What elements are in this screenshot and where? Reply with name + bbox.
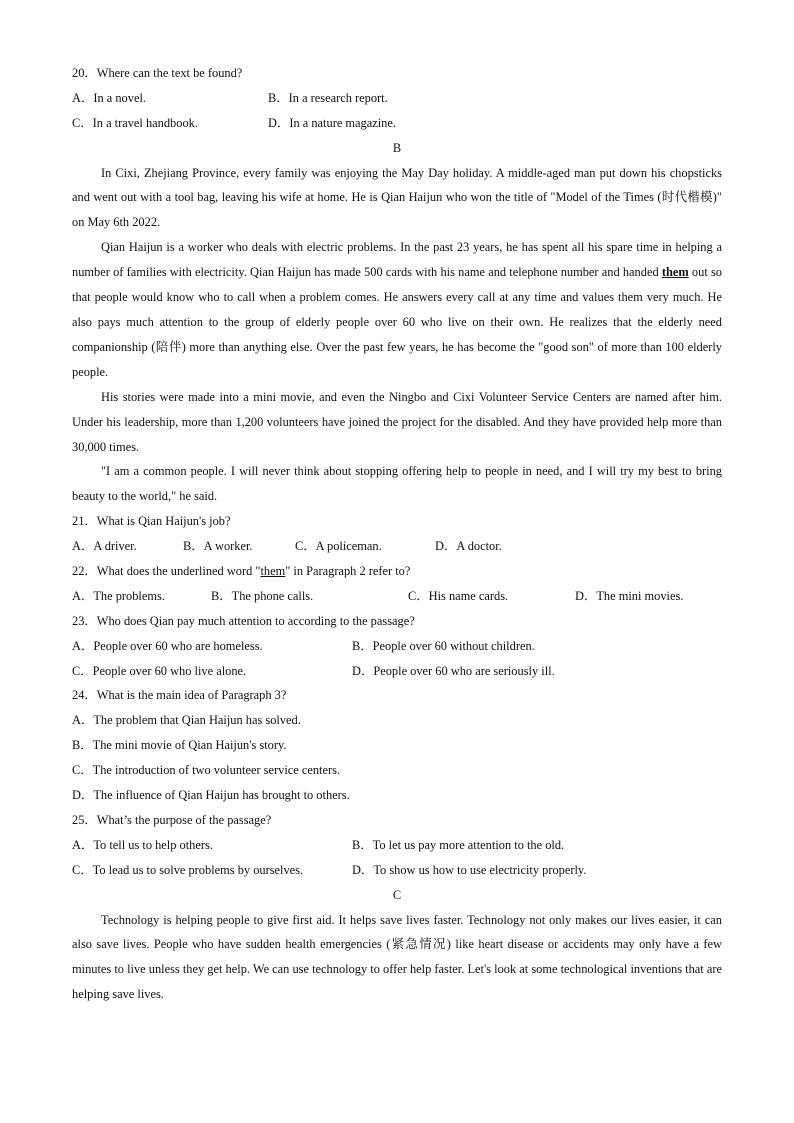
question-20-option-d[interactable]: D．In a nature magazine.	[268, 115, 396, 130]
question-25-option-c[interactable]: C．To lead us to solve problems by ourselves.	[72, 862, 304, 877]
question-25-options-row-1	[72, 833, 722, 858]
section-b-heading: B	[392, 140, 402, 155]
question-24-option-b[interactable]: B．The mini movie of Qian Haijun's story.	[72, 738, 287, 753]
question-21-option-d[interactable]: D．A doctor.	[435, 539, 502, 554]
section-b-paragraph-2-start: Qian Haijun is a worker who deals with electric problems. In the past 23 years, he has spent all his spare time in helping a number of families with electricity. Qian Haijun has made 500 cards with his name and telephone number and handed	[72, 240, 722, 280]
question-25-option-a[interactable]: A．To tell us to help others.	[72, 837, 213, 852]
section-b-paragraph-2	[72, 235, 722, 384]
question-25-options-row-2	[72, 858, 722, 883]
question-23-option-d[interactable]: D．People over 60 who are seriously ill.	[352, 663, 555, 678]
question-23-option-b[interactable]: B．People over 60 without children.	[352, 638, 535, 653]
question-22-option-b[interactable]: B．The phone calls.	[211, 588, 314, 603]
question-20-options-row-2	[72, 111, 722, 136]
question-25-option-d[interactable]: D．To show us how to use electricity properly.	[352, 862, 587, 877]
question-20-options-row-1	[72, 86, 722, 111]
question-25-stem: 25．What’s the purpose of the passage?	[72, 812, 272, 827]
question-23-stem: 23．Who does Qian pay much attention to according to the passage?	[72, 613, 415, 628]
section-c-paragraph-1: Technology is helping people to give first aid. It helps save lives faster. Technology not only makes our lives easier, it can also save lives. People who have sudden health emergencies (紧急情况) like heart disease or accidents may only have a few minutes to live unless they get help. We can use technology to offer help faster. Let's look at some technological inventions that are helping save lives.	[72, 912, 722, 1002]
section-b-paragraph-1: In Cixi, Zhejiang Province, every family was enjoying the May Day holiday. A middle-aged man put down his chopsticks and went out with a tool bag, leaving his wife at home. He is Qian Haijun who won the title of "Model of the Times (时代楷模)" on May 6th 2022.	[72, 165, 722, 230]
question-20-option-c[interactable]: C．In a travel handbook.	[72, 115, 198, 130]
question-23-option-c[interactable]: C．People over 60 who live alone.	[72, 663, 247, 678]
question-25-option-b[interactable]: B．To let us pay more attention to the old.	[352, 837, 565, 852]
section-b-paragraph-2-end: out so that people would know who to call when a problem comes. He answers every call at any time and values them very much. He also pays much attention to the group of elderly people over 60 who live on their own. He realizes that the elderly need companionship (陪伴) more than anything else. Over the past few years, he has become the "good son" of more than 100 elderly people.	[72, 265, 723, 379]
question-20-stem: 20．Where can the text be found?	[72, 66, 243, 80]
question-21-option-a[interactable]: A．A driver.	[72, 539, 137, 554]
question-20-option-a[interactable]: A．In a novel.	[72, 90, 146, 105]
question-21-option-c[interactable]: C．A policeman.	[295, 539, 382, 554]
question-23-options-row-2	[72, 659, 722, 684]
section-c-heading: C	[392, 887, 402, 902]
question-22-stem-start: 22．What does the underlined word "	[72, 564, 261, 579]
question-22-option-c[interactable]: C．His name cards.	[408, 588, 509, 603]
question-21-option-b[interactable]: B．A worker.	[183, 539, 253, 554]
question-20-option-b[interactable]: B．In a research report.	[268, 90, 388, 105]
question-22-option-a[interactable]: A．The problems.	[72, 588, 165, 603]
question-24-option-c[interactable]: C．The introduction of two volunteer service centers.	[72, 763, 341, 778]
question-23-option-a[interactable]: A．People over 60 who are homeless.	[72, 638, 263, 653]
question-24-option-a[interactable]: A．The problem that Qian Haijun has solved.	[72, 713, 301, 728]
question-22-stem-end: " in Paragraph 2 refer to?	[285, 564, 411, 579]
question-22-options-row	[72, 584, 722, 609]
section-b-paragraph-3: His stories were made into a mini movie, and even the Ningbo and Cixi Volunteer Service Centers are named after him. Under his leadership, more than 1,200 volunteers have joined the project for the disabled. And they have provided help more than 30,000 times.	[72, 389, 722, 454]
question-24-option-d[interactable]: D．The influence of Qian Haijun has brought to others.	[72, 788, 350, 803]
question-21-stem: 21．What is Qian Haijun's job?	[72, 514, 231, 529]
question-22-underlined-word: them	[260, 564, 286, 579]
question-21-options-row	[72, 534, 722, 559]
question-24-stem: 24．What is the main idea of Paragraph 3?	[72, 688, 287, 703]
underlined-word-them: them	[661, 265, 689, 280]
section-b-paragraph-4: "I am a common people. I will never think about stopping offering help to people in need, and I will try my best to bring beauty to the world," he said.	[72, 464, 722, 504]
question-22-option-d[interactable]: D．The mini movies.	[575, 588, 684, 603]
question-22-stem	[72, 559, 722, 584]
question-23-options-row-1	[72, 634, 722, 659]
page-content	[72, 61, 722, 1007]
